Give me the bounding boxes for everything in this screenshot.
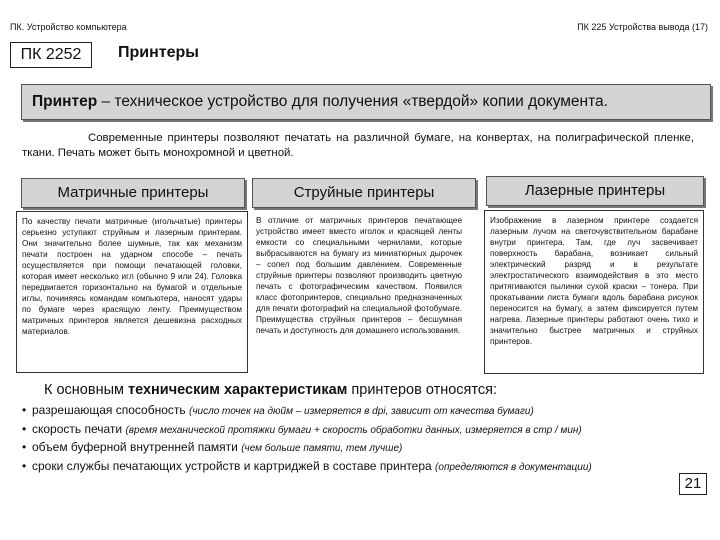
list-item: • скорость печати (время механической протяжки бумаги + скорость обработки данных, измеряется в стр / мин) bbox=[22, 421, 582, 436]
list-item: • объем буферной внутренней памяти (чем больше памяти, тем лучше) bbox=[22, 440, 403, 454]
column-body-laser: Изображение в лазерном принтере создается лазерным лучом на светочувствительном барабане внутри принтера. Там, где луч засвечивает поверхность барабана, возникает сильный электрический разряд и в результате электростатического взаимодействия в это место притягиваются пылинки сухой краски – тонера. При прокатывании листа бумаги вдоль барабана рисунок переносится на бумагу, а затем фиксируется путем нагрева. Лазерные принтеры работают очень тихо и значительно быстрее матричных и струйных принтеров. bbox=[484, 210, 704, 374]
column-body-inkjet: В отличие от матричных принтеров печатающее устройство имеет вместо иголок и красящей ленты емкости со специальными чернилами, которые выбрасываются на бумагу из миниатюрных дырочек – сопел под большим давлением. Современные струйные принтеры позволяют производить цветную печать с фотографическим качеством. Появился класс фотопринтеров, специально предназначенных для печати фотографий на специальной фотобумаге. Преимущества струйных принтеров – бесшумная печать и доступность для домашнего использования. bbox=[256, 216, 462, 335]
definition-term: Принтер bbox=[32, 93, 98, 110]
definition-text: – техническое устройство для получения «твердой» копии документа. bbox=[97, 93, 608, 110]
header-left: ПК. Устройство компьютера bbox=[10, 22, 127, 32]
section-code: ПК 2252 bbox=[10, 42, 92, 68]
intro-paragraph: Современные принтеры позволяют печатать на различной бумаге, на конвертах, на полиграфической пленке, ткани. Печать может быть монохромной и цветной. bbox=[22, 132, 694, 159]
specs-title: К основным техническим характеристикам принтеров относятся: bbox=[44, 382, 497, 398]
column-heading-laser: Лазерные принтеры bbox=[486, 176, 704, 206]
column-body-matrix: По качеству печати матричные (игольчатые) принтеры серьезно уступают струйным и лазерным принтерам. Они значительно более шумные, так как механизм печати построен на ударном способе – печать осуществляется при помощи печатающей головки, которая имеет несколько игл (обычно 9 или 24). Головка передвигается горизонтально на бумагой и отдельные иглы, починяясь командам компьютера, наносят удары по бумаге через красящую ленту. Преимуществом матричных принтеров является дешевизна расходных материалов. bbox=[16, 211, 248, 373]
column-heading-inkjet: Струйные принтеры bbox=[252, 178, 476, 208]
list-item: • сроки службы печатающих устройств и картриджей в составе принтера (определяются в документации) bbox=[22, 458, 592, 473]
page-number: 21 bbox=[679, 473, 707, 495]
page-title: Принтеры bbox=[118, 44, 199, 61]
column-heading-matrix: Матричные принтеры bbox=[21, 178, 245, 208]
header-right: ПК 225 Устройства вывода (17) bbox=[577, 22, 708, 32]
specs-list bbox=[22, 402, 712, 476]
list-item: • разрешающая способность (число точек на дюйм – измеряется в dpi, зависит от качества бумаги) bbox=[22, 403, 534, 417]
definition-box bbox=[21, 84, 711, 120]
